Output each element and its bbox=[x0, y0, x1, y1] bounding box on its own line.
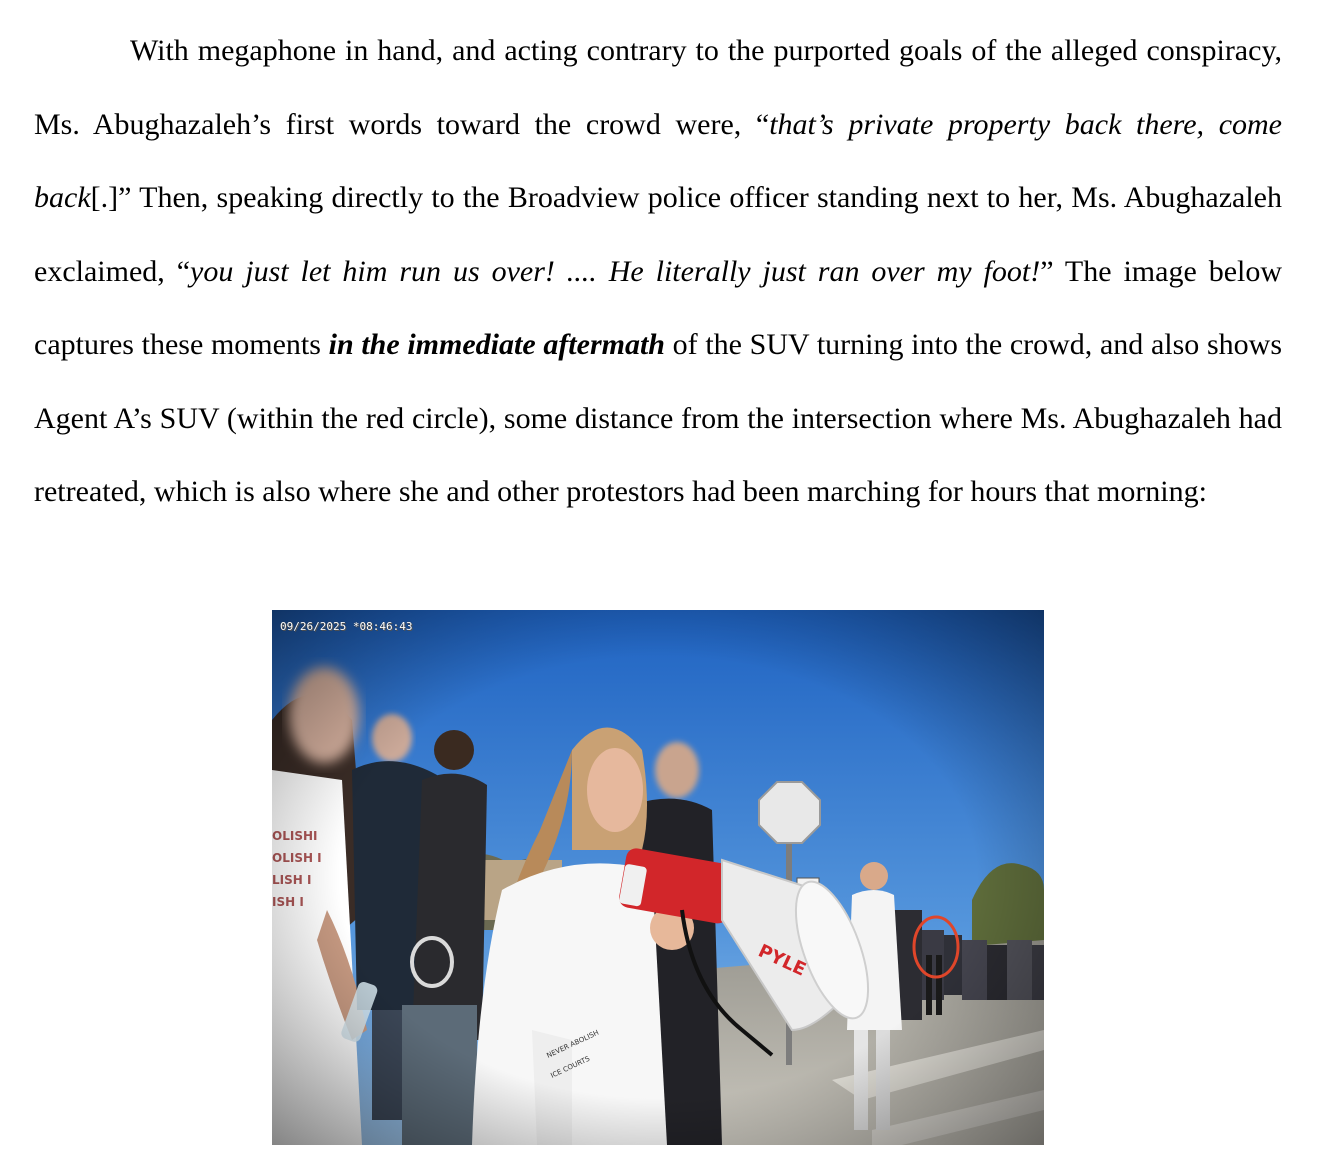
quote-private-property: that’s private property back there, come back bbox=[34, 107, 1282, 214]
body-paragraph bbox=[34, 14, 1282, 529]
bodycam-timestamp: 09/26/2025 *08:46:43 bbox=[280, 620, 413, 633]
paragraph-text-3: ” The image below captures these moments bbox=[34, 254, 1283, 361]
paragraph-text-2: [.]” Then, speaking directly to the Broadview police officer standing next to her, Ms. Abughazaleh exclaimed, “ bbox=[34, 181, 1282, 288]
bodycam-photo bbox=[272, 610, 1044, 1145]
paragraph-text-4: of the SUV turning into the crowd, and also shows Agent A’s SUV (within the red circle), some distance from the intersection where Ms. Abughazaleh had retreated, which is also where she and other protestors had been marching for hours that morning: bbox=[34, 328, 1282, 508]
vignette bbox=[272, 610, 1044, 1145]
paragraph-text-1: With megaphone in hand, and acting contrary to the purported goals of the alleged conspiracy, Ms. Abughazaleh’s first words toward the crowd were, “ bbox=[34, 34, 1282, 141]
photo-scene bbox=[272, 610, 1044, 1145]
emphasis-immediate-aftermath: in the immediate aftermath bbox=[328, 328, 665, 361]
quote-run-us-over: you just let him run us over! .... He literally just ran over my foot! bbox=[190, 254, 1041, 288]
